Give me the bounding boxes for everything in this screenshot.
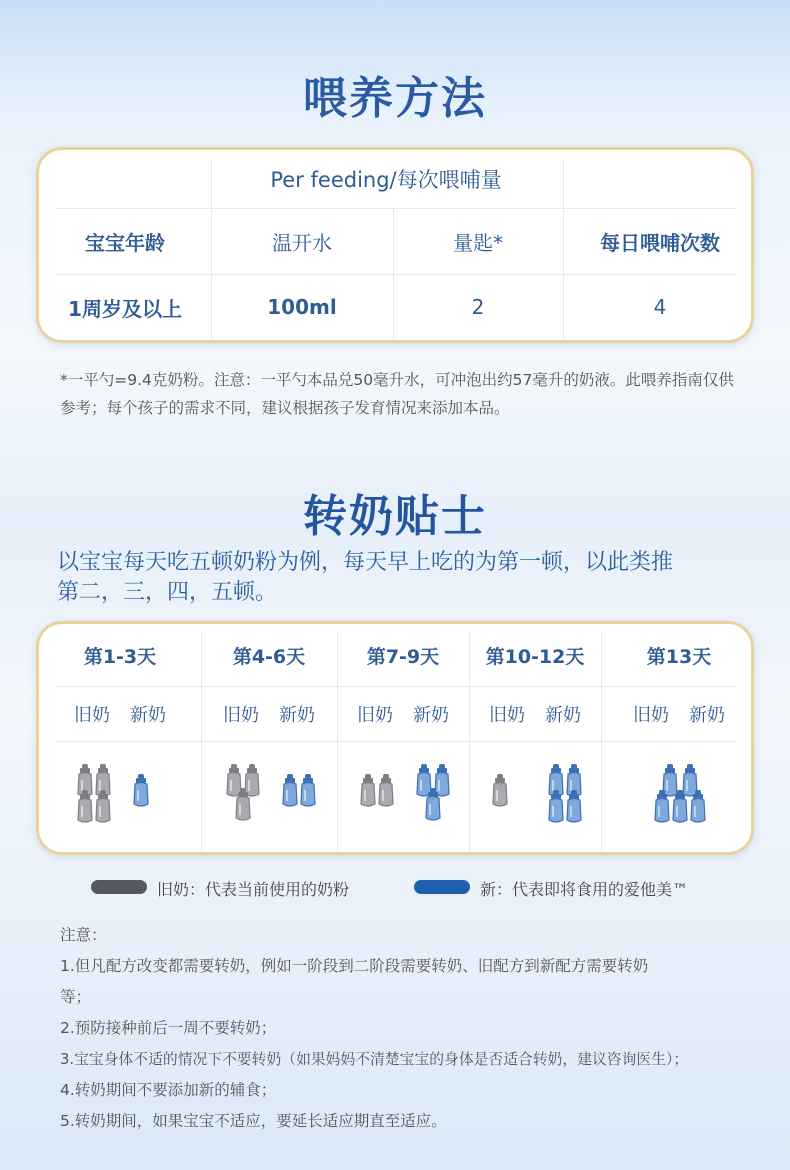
period-label: 第10-12天 [485, 645, 585, 668]
legend-old-text: 旧奶：代表当前使用的奶粉 [157, 880, 350, 899]
transition-table-card [36, 621, 754, 855]
period-label: 第13天 [646, 645, 712, 668]
old-bottle-icon [232, 788, 254, 822]
old-milk-label: 旧奶 [357, 704, 393, 726]
old-milk-label: 旧奶 [489, 704, 525, 726]
period-label: 第1-3天 [83, 645, 157, 668]
row-water: 100ml [267, 295, 337, 319]
new-bottle-icon [422, 788, 444, 822]
feeding-title: 喂养方法 [303, 73, 487, 124]
transition-title: 转奶贴士 [303, 491, 487, 542]
transition-intro-line1: 以宝宝每天吃五顿奶粉为例，每天早上吃的为第一顿，以此类推 [57, 550, 674, 575]
header-feeds-per-day: 每日喂哺次数 [600, 230, 720, 255]
new-milk-label: 新奶 [130, 704, 166, 726]
notes-heading: 注意： [60, 926, 107, 944]
new-milk-label: 新奶 [689, 704, 725, 726]
feeding-table-card [36, 147, 754, 343]
notes-item: 1.但凡配方改变都需要转奶，例如一阶段到二阶段需要转奶、旧配方到新配方需要转奶 [60, 957, 649, 975]
new-bottle-icon [130, 774, 152, 808]
period-label: 第4-6天 [232, 645, 306, 668]
notes-item: 5.转奶期间，如果宝宝不适应，要延长适应期直至适应。 [60, 1112, 447, 1130]
legend-new-text: 新：代表即将食用的爱他美™ [480, 880, 689, 899]
period-label: 第7-9天 [366, 645, 440, 668]
row-age: 1周岁及以上 [68, 296, 182, 321]
notes-item: 2.预防接种前后一周不要转奶； [60, 1019, 277, 1037]
notes-item: 3.宝宝身体不适的情况下不要转奶（如果妈妈不清楚宝宝的身体是否适合转奶，建议咨询医生）； [60, 1051, 689, 1068]
old-bottle-icon [489, 774, 511, 808]
new-milk-label: 新奶 [279, 704, 315, 726]
new-bottle-icon [563, 790, 585, 824]
new-bottle-icon [687, 790, 709, 824]
old-milk-label: 旧奶 [633, 704, 669, 726]
new-bottle-icon [297, 774, 319, 808]
old-milk-label: 旧奶 [74, 704, 110, 726]
header-water: 温开水 [272, 230, 332, 255]
header-age: 宝宝年龄 [85, 230, 165, 255]
legend-new-swatch [414, 880, 470, 894]
old-bottle-icon [92, 790, 114, 824]
row-scoops: 2 [471, 295, 485, 319]
old-bottle-icon [375, 774, 397, 808]
new-milk-label: 新奶 [545, 704, 581, 726]
notes-item: 等； [60, 988, 92, 1006]
old-milk-label: 旧奶 [223, 704, 259, 726]
new-milk-label: 新奶 [413, 704, 449, 726]
notes-item: 4.转奶期间不要添加新的辅食； [60, 1081, 277, 1099]
notes-block [60, 920, 750, 1137]
transition-intro-line2: 第二，三，四，五顿。 [57, 580, 278, 605]
legend-old-swatch [91, 880, 147, 894]
header-scoops: 量匙* [453, 230, 503, 255]
feeding-note: *一平勺=9.4克奶粉。注意：一平勺本品兑50毫升水，可冲泡出约57毫升的奶液。此喂养指南仅供参考；每个孩子的需求不同，建议根据孩子发育情况来添加本品。 [60, 371, 734, 417]
row-feeds-per-day: 4 [653, 295, 667, 319]
feeding-group-header: Per feeding/每次喂哺量 [270, 168, 502, 192]
